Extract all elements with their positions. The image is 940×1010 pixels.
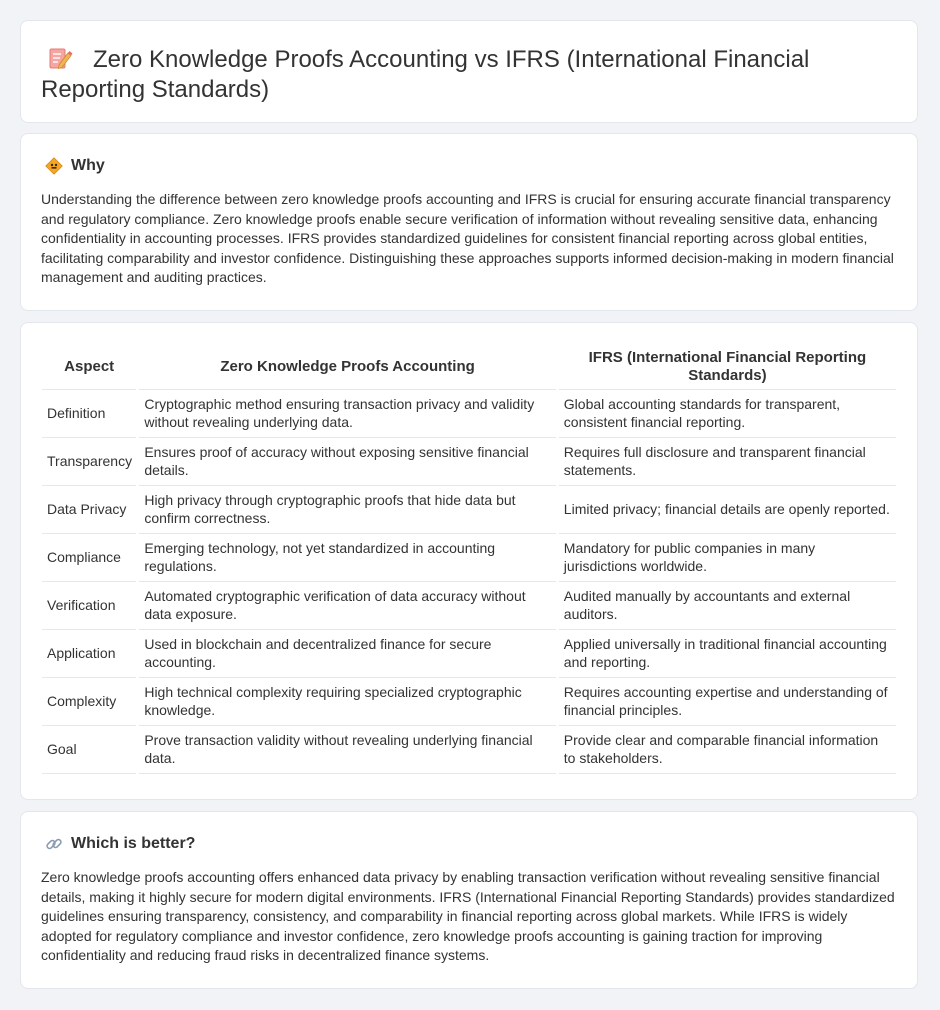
- ifrs-cell: Requires full disclosure and transparent financial statements.: [559, 438, 896, 486]
- zkp-cell: Emerging technology, not yet standardized in accounting regulations.: [139, 534, 555, 582]
- zkp-cell: Prove transaction validity without revealing underlying financial data.: [139, 726, 555, 774]
- why-text: Understanding the difference between zero knowledge proofs accounting and IFRS is crucial for ensuring accurate financial transparency and regulatory compliance. Zero knowledge proofs enable secure verification of information without revealing sensitive data, enhancing confidentiality in accounting processes. IFRS provides standardized guidelines for consistent financial reporting across global entities, facilitating comparability and investor confidence. Distinguishing these approaches supports informed decision-making in modern financial management and auditing practices.: [41, 191, 894, 286]
- aspect-cell: Transparency: [42, 438, 136, 486]
- zkp-cell: High technical complexity requiring specialized cryptographic knowledge.: [139, 678, 555, 726]
- ifrs-cell: Requires accounting expertise and understanding of financial principles.: [559, 678, 896, 726]
- table-row: [42, 726, 896, 774]
- comparison-table: [39, 343, 899, 774]
- aspect-cell: Goal: [42, 726, 136, 774]
- table-row: [42, 438, 896, 486]
- zkp-cell: High privacy through cryptographic proofs that hide data but confirm correctness.: [139, 486, 555, 534]
- ifrs-cell: Provide clear and comparable financial information to stakeholders.: [559, 726, 896, 774]
- table-row: [42, 534, 896, 582]
- ifrs-cell: Mandatory for public companies in many jurisdictions worldwide.: [559, 534, 896, 582]
- aspect-cell: Data Privacy: [42, 486, 136, 534]
- header-zkp: Zero Knowledge Proofs Accounting: [139, 343, 555, 390]
- table-row: [42, 582, 896, 630]
- table-row: [42, 390, 896, 438]
- title-card: [20, 20, 918, 123]
- why-section: [20, 133, 918, 311]
- better-heading-text: Which is better?: [71, 835, 196, 852]
- page-title: [41, 45, 897, 105]
- header-ifrs: IFRS (International Financial Reporting Standards): [559, 343, 896, 390]
- zkp-cell: Used in blockchain and decentralized finance for secure accounting.: [139, 630, 555, 678]
- better-text: Zero knowledge proofs accounting offers enhanced data privacy by enabling transaction verification without revealing sensitive financial details, making it highly secure for modern digital environments. IFRS (International Financial Reporting Standards) provides standardized guidelines ensuring transparency, consistency, and comparability in financial reporting across global markets. While IFRS is widely adopted for regulatory compliance and investor confidence, zero knowledge proofs accounting is gaining traction for improving confidentiality and reducing fraud risks in decentralized finance systems.: [41, 869, 895, 964]
- better-heading: [41, 832, 897, 856]
- table-row: [42, 486, 896, 534]
- page-title-text: Zero Knowledge Proofs Accounting vs IFRS (International Financial Reporting Standards): [41, 46, 810, 103]
- ifrs-cell: Applied universally in traditional financial accounting and reporting.: [559, 630, 896, 678]
- aspect-cell: Verification: [42, 582, 136, 630]
- table-header-row: [42, 343, 896, 390]
- aspect-cell: Definition: [42, 390, 136, 438]
- aspect-cell: Application: [42, 630, 136, 678]
- diamond-road-sign-icon: [45, 157, 63, 175]
- ifrs-cell: Limited privacy; financial details are openly reported.: [559, 486, 896, 534]
- zkp-cell: Cryptographic method ensuring transaction privacy and validity without revealing underlying data.: [139, 390, 555, 438]
- zkp-cell: Ensures proof of accuracy without exposing sensitive financial details.: [139, 438, 555, 486]
- link-icon: [45, 835, 63, 853]
- header-aspect: Aspect: [42, 343, 136, 390]
- ifrs-cell: Audited manually by accountants and external auditors.: [559, 582, 896, 630]
- zkp-cell: Automated cryptographic verification of data accuracy without data exposure.: [139, 582, 555, 630]
- why-heading: [41, 154, 897, 178]
- table-row: [42, 630, 896, 678]
- aspect-cell: Complexity: [42, 678, 136, 726]
- which-is-better-section: [20, 811, 918, 989]
- why-heading-text: Why: [71, 157, 105, 174]
- aspect-cell: Compliance: [42, 534, 136, 582]
- pencil-note-icon: [47, 46, 73, 70]
- comparison-section: [20, 322, 918, 800]
- table-row: [42, 678, 896, 726]
- ifrs-cell: Global accounting standards for transparent, consistent financial reporting.: [559, 390, 896, 438]
